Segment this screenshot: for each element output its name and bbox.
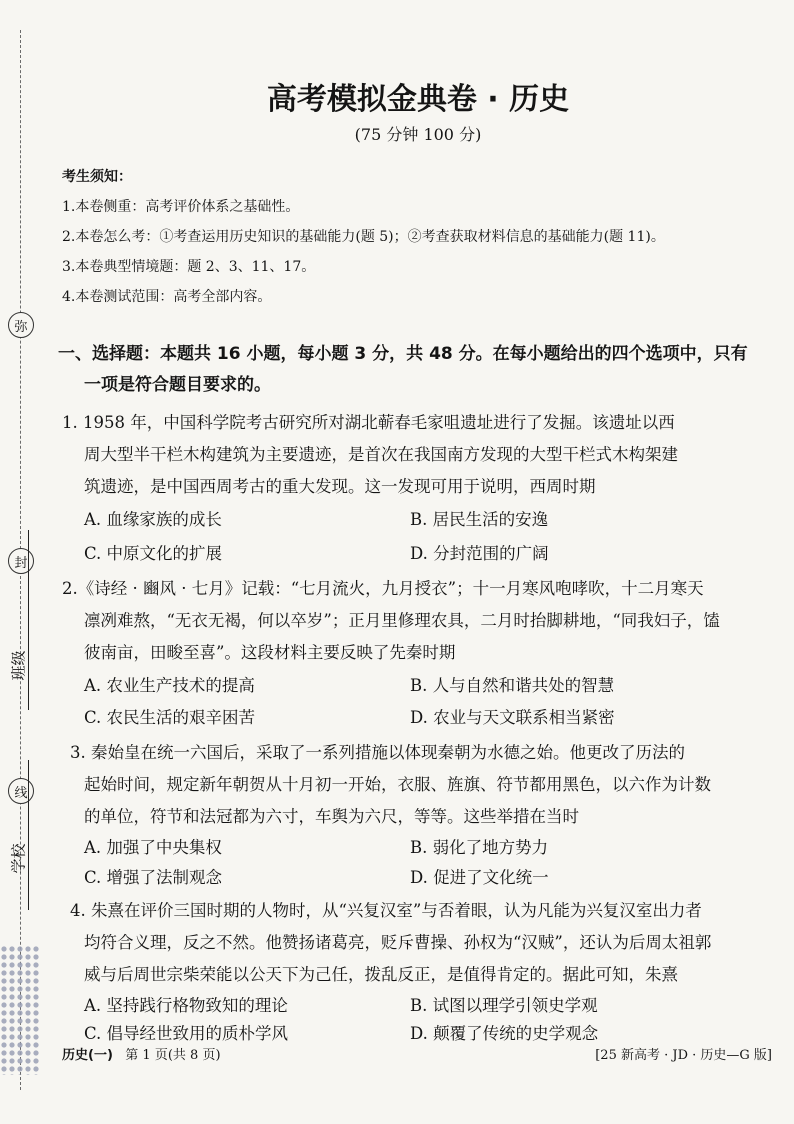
question-4-option-a[interactable]: A. 坚持践行格物致知的理论	[84, 996, 288, 1015]
scan-dot-pattern	[0, 945, 40, 1075]
question-3-option-c[interactable]: C. 增强了法制观念	[84, 868, 223, 887]
question-3-option-d[interactable]: D. 促进了文化统一	[410, 868, 549, 887]
question-2-line: 彼南亩，田畯至喜”。这段材料主要反映了先秦时期	[84, 643, 456, 662]
question-2-option-a[interactable]: A. 农业生产技术的提高	[84, 676, 255, 695]
question-1-line: 1. 1958 年，中国科学院考古研究所对湖北蕲春毛家咀遗址进行了发掘。该遗址以西	[62, 413, 675, 432]
page-title: 高考模拟金典卷 · 历史	[266, 82, 570, 117]
school-field-label: 学校	[9, 843, 28, 874]
binding-margin	[0, 0, 48, 1124]
question-3-option-b[interactable]: B. 弱化了地方势力	[410, 838, 549, 857]
question-3-line: 起始时间，规定新年朝贺从十月初一开始，衣服、旌旗、符节都用黑色，以六作为计数	[84, 775, 711, 794]
question-4-option-b[interactable]: B. 试图以理学引领史学观	[410, 996, 598, 1015]
footer-page-number: 第 1 页(共 8 页)	[125, 1048, 221, 1063]
notice-item: 1.本卷侧重：高考评价体系之基础性。	[62, 199, 300, 215]
question-1-option-a[interactable]: A. 血缘家族的成长	[84, 510, 222, 529]
notice-item: 2.本卷怎么考：①考查运用历史知识的基础能力(题 5)；②考查获取材料信息的基础能力(题 11)。	[62, 229, 665, 245]
notice-item: 3.本卷典型情境题：题 2、3、11、17。	[62, 259, 316, 275]
footer-subject: 历史(一)	[62, 1048, 113, 1063]
question-1-line: 筑遗迹，是中国西周考古的重大发现。这一发现可用于说明，西周时期	[84, 477, 596, 496]
question-2-option-d[interactable]: D. 农业与天文联系相当紧密	[410, 708, 615, 727]
class-field-line	[28, 530, 29, 710]
question-1-option-c[interactable]: C. 中原文化的扩展	[84, 544, 223, 563]
notice-item: 4.本卷测试范围：高考全部内容。	[62, 289, 272, 305]
page-footer-left	[62, 1044, 221, 1063]
section-heading: 一、选择题：本题共 16 小题，每小题 3 分，共 48 分。在每小题给出的四个选项中，只有	[58, 344, 748, 364]
question-3-line: 3. 秦始皇在统一六国后，采取了一系列措施以体现秦朝为水德之始。他更改了历法的	[70, 743, 685, 762]
question-1-option-b[interactable]: B. 居民生活的安逸	[410, 510, 549, 529]
seal-char-mi: 弥	[8, 312, 34, 338]
question-4-line: 均符合义理，反之不然。他赞扬诸葛亮，贬斥曹操、孙权为“汉贼”，还认为后周太祖郭	[84, 933, 712, 952]
question-4-line: 4. 朱熹在评价三国时期的人物时，从“兴复汉室”与否着眼，认为凡能为兴复汉室出力者	[70, 901, 702, 920]
footer-edition: [25 新高考 · JD · 历史—G 版]	[595, 1048, 772, 1063]
question-2-line: 凛冽难熬，“无衣无褐，何以卒岁”；正月里修理农具，二月时抬脚耕地，“同我妇子，馌	[84, 611, 720, 630]
question-2-option-b[interactable]: B. 人与自然和谐共处的智慧	[410, 676, 615, 695]
section-heading-cont: 一项是符合题目要求的。	[84, 375, 271, 395]
question-4-option-c[interactable]: C. 倡导经世致用的质朴学风	[84, 1024, 289, 1043]
page-subtitle: (75 分钟 100 分)	[354, 125, 482, 144]
question-1-option-d[interactable]: D. 分封范围的广阔	[410, 544, 549, 563]
question-4-option-d[interactable]: D. 颠覆了传统的史学观念	[410, 1024, 599, 1043]
question-2-option-c[interactable]: C. 农民生活的艰辛困苦	[84, 708, 256, 727]
notice-heading: 考生须知：	[62, 169, 132, 185]
question-4-line: 威与后周世宗柴荣能以公天下为己任，拨乱反正，是值得肯定的。据此可知，朱熹	[84, 965, 678, 984]
class-field-label: 班级	[9, 650, 28, 681]
question-3-option-a[interactable]: A. 加强了中央集权	[84, 838, 222, 857]
question-1-line: 周大型半干栏木构建筑为主要遗迹，是首次在我国南方发现的大型干栏式木构架建	[84, 445, 678, 464]
question-3-line: 的单位，符节和法冠都为六寸，车舆为六尺，等等。这些举措在当时	[84, 807, 579, 826]
seal-char-xian: 线	[8, 778, 34, 804]
question-2-line: 2.《诗经 · 豳风 · 七月》记载：“七月流火，九月授衣”；十一月寒风咆哮吹，十二月寒天	[62, 579, 704, 598]
seal-char-feng: 封	[8, 548, 34, 574]
school-field-line	[28, 760, 29, 910]
